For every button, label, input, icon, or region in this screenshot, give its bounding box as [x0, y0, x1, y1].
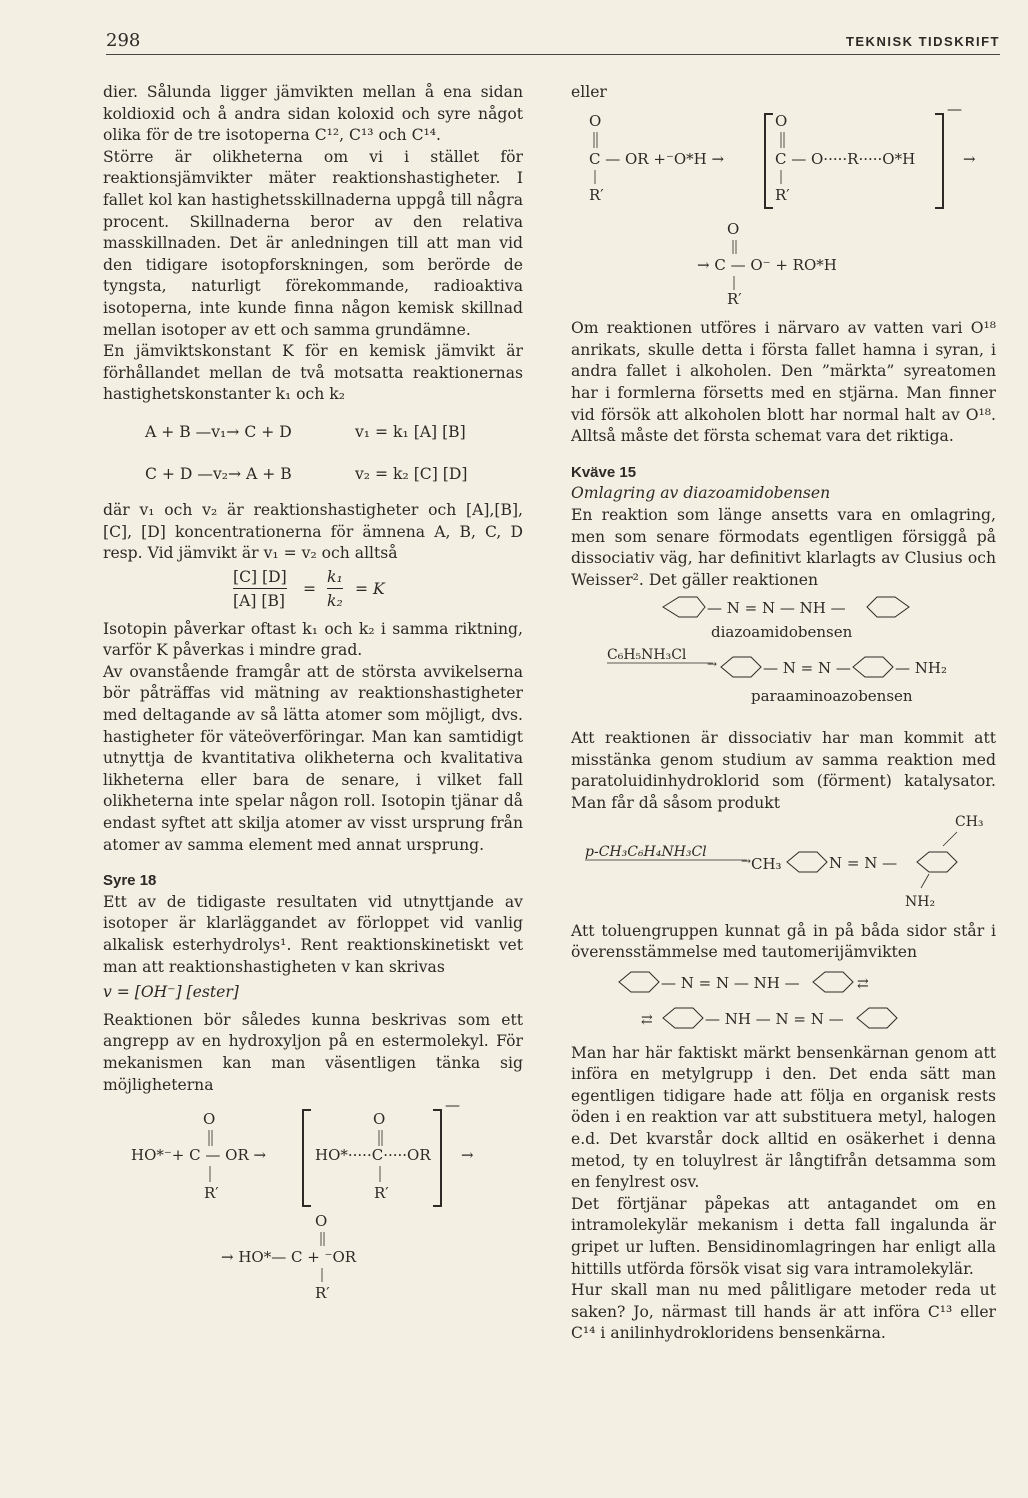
paragraph: där v₁ och v₂ är reaktionshastigheter och [A],[B], [C], [D] koncentrationerna för ämnena A, B, C, D resp. Vid jämvikt är v₁ = v₂ och alltså — [103, 500, 523, 563]
svg-text:O: O — [589, 111, 602, 130]
equals-k: = K — [355, 579, 385, 598]
page-number: 298 — [106, 30, 141, 51]
svg-text:C — O·····R·····O*H: C — O·····R·····O*H — [775, 149, 916, 168]
svg-text:⇄: ⇄ — [857, 976, 869, 993]
svg-text:R′: R′ — [589, 185, 604, 204]
rate-forward: v₁ = k₁ [A] [B] — [355, 422, 466, 441]
svg-text:— N = N — NH —: — N = N — NH — — [661, 974, 800, 993]
paragraph: En reaktion som länge ansetts vara en omlagring, men som senare förmodats egentligen försiggå på dissociativ väg, har definitivt klarlagts av Clusius och Weisser². Det gäller reaktionen — [571, 505, 996, 589]
svg-text:NH₂: NH₂ — [905, 894, 936, 911]
svg-text:→: → — [741, 854, 752, 869]
label-diazoamidobenzene: diazoamidobensen — [711, 623, 853, 642]
label-paraaminoazobenzene: paraaminoazobensen — [751, 687, 913, 706]
paragraph: Det förtjänar påpekas att antagandet om en intramolekylär mekanism i detta fall ingalunda är gripet ur luften. Bensidinomlagringen har enligt alla hittills utförda försök visat sig vara intramolekylär. — [571, 1194, 996, 1278]
svg-text:— N = N — NH —: — N = N — NH — — [707, 599, 846, 618]
svg-text:R′: R′ — [374, 1184, 389, 1203]
svg-text:O: O — [727, 219, 740, 238]
toluidine-product — [571, 814, 996, 914]
paragraph: dier. Sålunda ligger jämvikten mellan å ena sidan koldioxid och å andra sidan koloxid och syre något olika för de tre isotoperna C¹², C¹³ och C¹⁴. — [103, 83, 523, 145]
svg-text:CH₃: CH₃ — [751, 855, 782, 874]
paragraph: Om reaktionen utföres i närvaro av vatten vari O¹⁸ anrikats, skulle detta i första fallet hamna i syran, i andra fallet i alkoholen. Den ”märkta” syreatomen har i formlerna försetts med en stjärna. Man finner vid försök att alkoholen blott har normal halt av O¹⁸. Alltså måste det första schemat vara det riktiga. — [571, 319, 996, 446]
journal-title: TEKNISK TIDSKRIFT — [845, 34, 1000, 49]
paragraph: Man har här faktiskt märkt bensenkärnan genom att införa en metylgrupp i den. Det enda sätt man egentligen tidigare hade att följa en organisk rests öden i en reaktion var att substituera metyl, halogen e.d. Det kvarstår dock alltid en osäkerhet i denna metod, ty en toluylrest är långtifrån detsamma som en fenylrest osv. — [571, 1043, 996, 1192]
section-heading: Syre 18 — [103, 872, 157, 890]
alt-label: eller — [571, 83, 607, 101]
reagent-toluidine-hcl: p-CH₃C₆H₄NH₃Cl — [585, 844, 707, 861]
k1-numerator: k₁ — [327, 567, 343, 590]
svg-text:—: — — [947, 103, 962, 118]
paragraph: Reaktionen bör således kunna beskrivas som ett angrepp av en hydroxyljon på en estermolekyl. För mekanismen kan man väsentligen tänka sig möjligheterna — [103, 1010, 523, 1094]
svg-text:— N = N —: — N = N — — [763, 659, 851, 678]
tautomeric-equilibrium — [571, 964, 996, 1036]
svg-text:C — OR +⁻O*H →: C — OR +⁻O*H → — [589, 149, 725, 168]
k2-denominator: k₂ — [327, 591, 343, 610]
svg-text:→: → — [963, 149, 976, 168]
fraction-denominator: [A] [B] — [233, 591, 286, 610]
svg-text:→: → — [461, 1146, 474, 1165]
paragraph: Att toluengruppen kunnat gå in på båda sidor står i överensstämmelse med tautomerijämvikten — [571, 921, 996, 962]
reagent-aniline-hcl: C₆H₅NH₃Cl — [607, 647, 687, 664]
svg-text:— NH — N = N —: — NH — N = N — — [705, 1010, 844, 1029]
svg-text:R′: R′ — [727, 289, 742, 304]
equilibrium-equation: [C] [D] [A] [B] = k₁ k₂ = K — [103, 565, 523, 619]
svg-text:— NH₂: — NH₂ — [895, 659, 947, 678]
section-heading: Kväve 15 — [571, 463, 637, 481]
rate-equation-2 — [103, 460, 523, 500]
paragraph: En jämviktskonstant K för en kemisk jämvikt är förhållandet mellan de två motsatta reaktionernas hastighetskonstanter k₁ och k₂ — [103, 342, 523, 404]
ester-hydrolysis-scheme-2 — [571, 104, 996, 304]
svg-text:⇄: ⇄ — [641, 1012, 653, 1029]
svg-text:R′: R′ — [315, 1284, 330, 1303]
rate-backward: v₂ = k₂ [C] [D] — [355, 464, 468, 483]
subsection-heading: Omlagring av diazoamidobensen — [571, 484, 831, 503]
paragraph: Av ovanstående framgår att de största avvikelserna bör påträffas vid mätning av reaktionshastigheter med deltagande av så lätta atomer som möjligt, dvs. hastigheter för väteöverföringar. Man kan samtidigt utnyttja de kvantitativa olikheterna och kvalitativa likheterna eller bara de senare, i vilket fall olikheterna inte spelar någon roll. Isotopin tjänar då endast syftet att skilja atomer av visst ursprung från atomer av samma element med annat ursprung. — [103, 662, 523, 854]
svg-text:O: O — [203, 1110, 216, 1129]
rate-equation-1 — [103, 412, 523, 460]
svg-text:→: → — [707, 657, 718, 672]
svg-text:R′: R′ — [775, 185, 790, 204]
svg-text:CH₃: CH₃ — [955, 814, 984, 831]
svg-text:O: O — [315, 1212, 328, 1231]
svg-text:O: O — [373, 1110, 386, 1129]
svg-text:—: — — [445, 1096, 460, 1115]
rate-law: v = [OH⁻] [ester] — [103, 983, 239, 1002]
reaction-forward: A + B —v₁→ C + D — [145, 422, 292, 441]
svg-text:O: O — [775, 111, 788, 130]
header-rule — [106, 54, 1000, 55]
ester-hydrolysis-scheme-1 — [103, 1096, 523, 1316]
paragraph: Större är olikheterna om vi i stället för reaktionsjämvikter mäter reaktionshastigheter. I fallet kol kan hastighetsskillnaderna uppgå till några procent. Skillnaderna beror av den relativa masskillnaden. Det är anledningen till att man vid den tidigare isotopforskningen, som berörde de tyngsta, naturligt förekommande, radioaktiva isotoperna, inte kunde finna någon kemisk skillnad mellan isotoper av ett och samma grundämne. — [103, 147, 523, 339]
svg-text:HO*⁻+ C — OR →: HO*⁻+ C — OR → — [131, 1146, 267, 1165]
svg-text:→ C — O⁻ + RO*H: → C — O⁻ + RO*H — [697, 255, 837, 274]
svg-text:HO*·····C·····OR: HO*·····C·····OR — [315, 1146, 431, 1165]
svg-text:R′: R′ — [204, 1184, 219, 1203]
paragraph: Hur skall man nu med pålitligare metoder reda ut saken? Jo, närmast till hands är att införa C¹³ eller C¹⁴ i anilinhydrokloridens bensenkärna. — [571, 1281, 996, 1343]
reaction-backward: C + D —v₂→ A + B — [145, 464, 292, 483]
fraction-numerator: [C] [D] — [233, 567, 287, 590]
paragraph: Att reaktionen är dissociativ har man kommit att misstänka genom studium av samma reaktion med paratoluidinhydroklorid som (förment) katalysator. Man får då såsom produkt — [571, 728, 996, 812]
paragraph: Ett av de tidigaste resultaten vid utnyttjande av isotoper är klarläggandet av förloppet vid vanlig alkalisk esterhydrolys¹. Rent reaktionskinetiskt vet man att reaktionshastigheten v kan skrivas — [103, 892, 523, 976]
left-column — [103, 82, 523, 1323]
paragraph: Isotopin påverkar oftast k₁ och k₂ i samma riktning, varför K påverkas i mindre grad. — [103, 619, 523, 660]
page-header — [106, 30, 1000, 58]
right-column — [571, 82, 996, 1345]
svg-text:→ HO*— C + ⁻OR: → HO*— C + ⁻OR — [221, 1248, 357, 1267]
diazoamidobenzene-rearrangement — [571, 591, 996, 721]
svg-text:N = N —: N = N — — [829, 854, 898, 873]
